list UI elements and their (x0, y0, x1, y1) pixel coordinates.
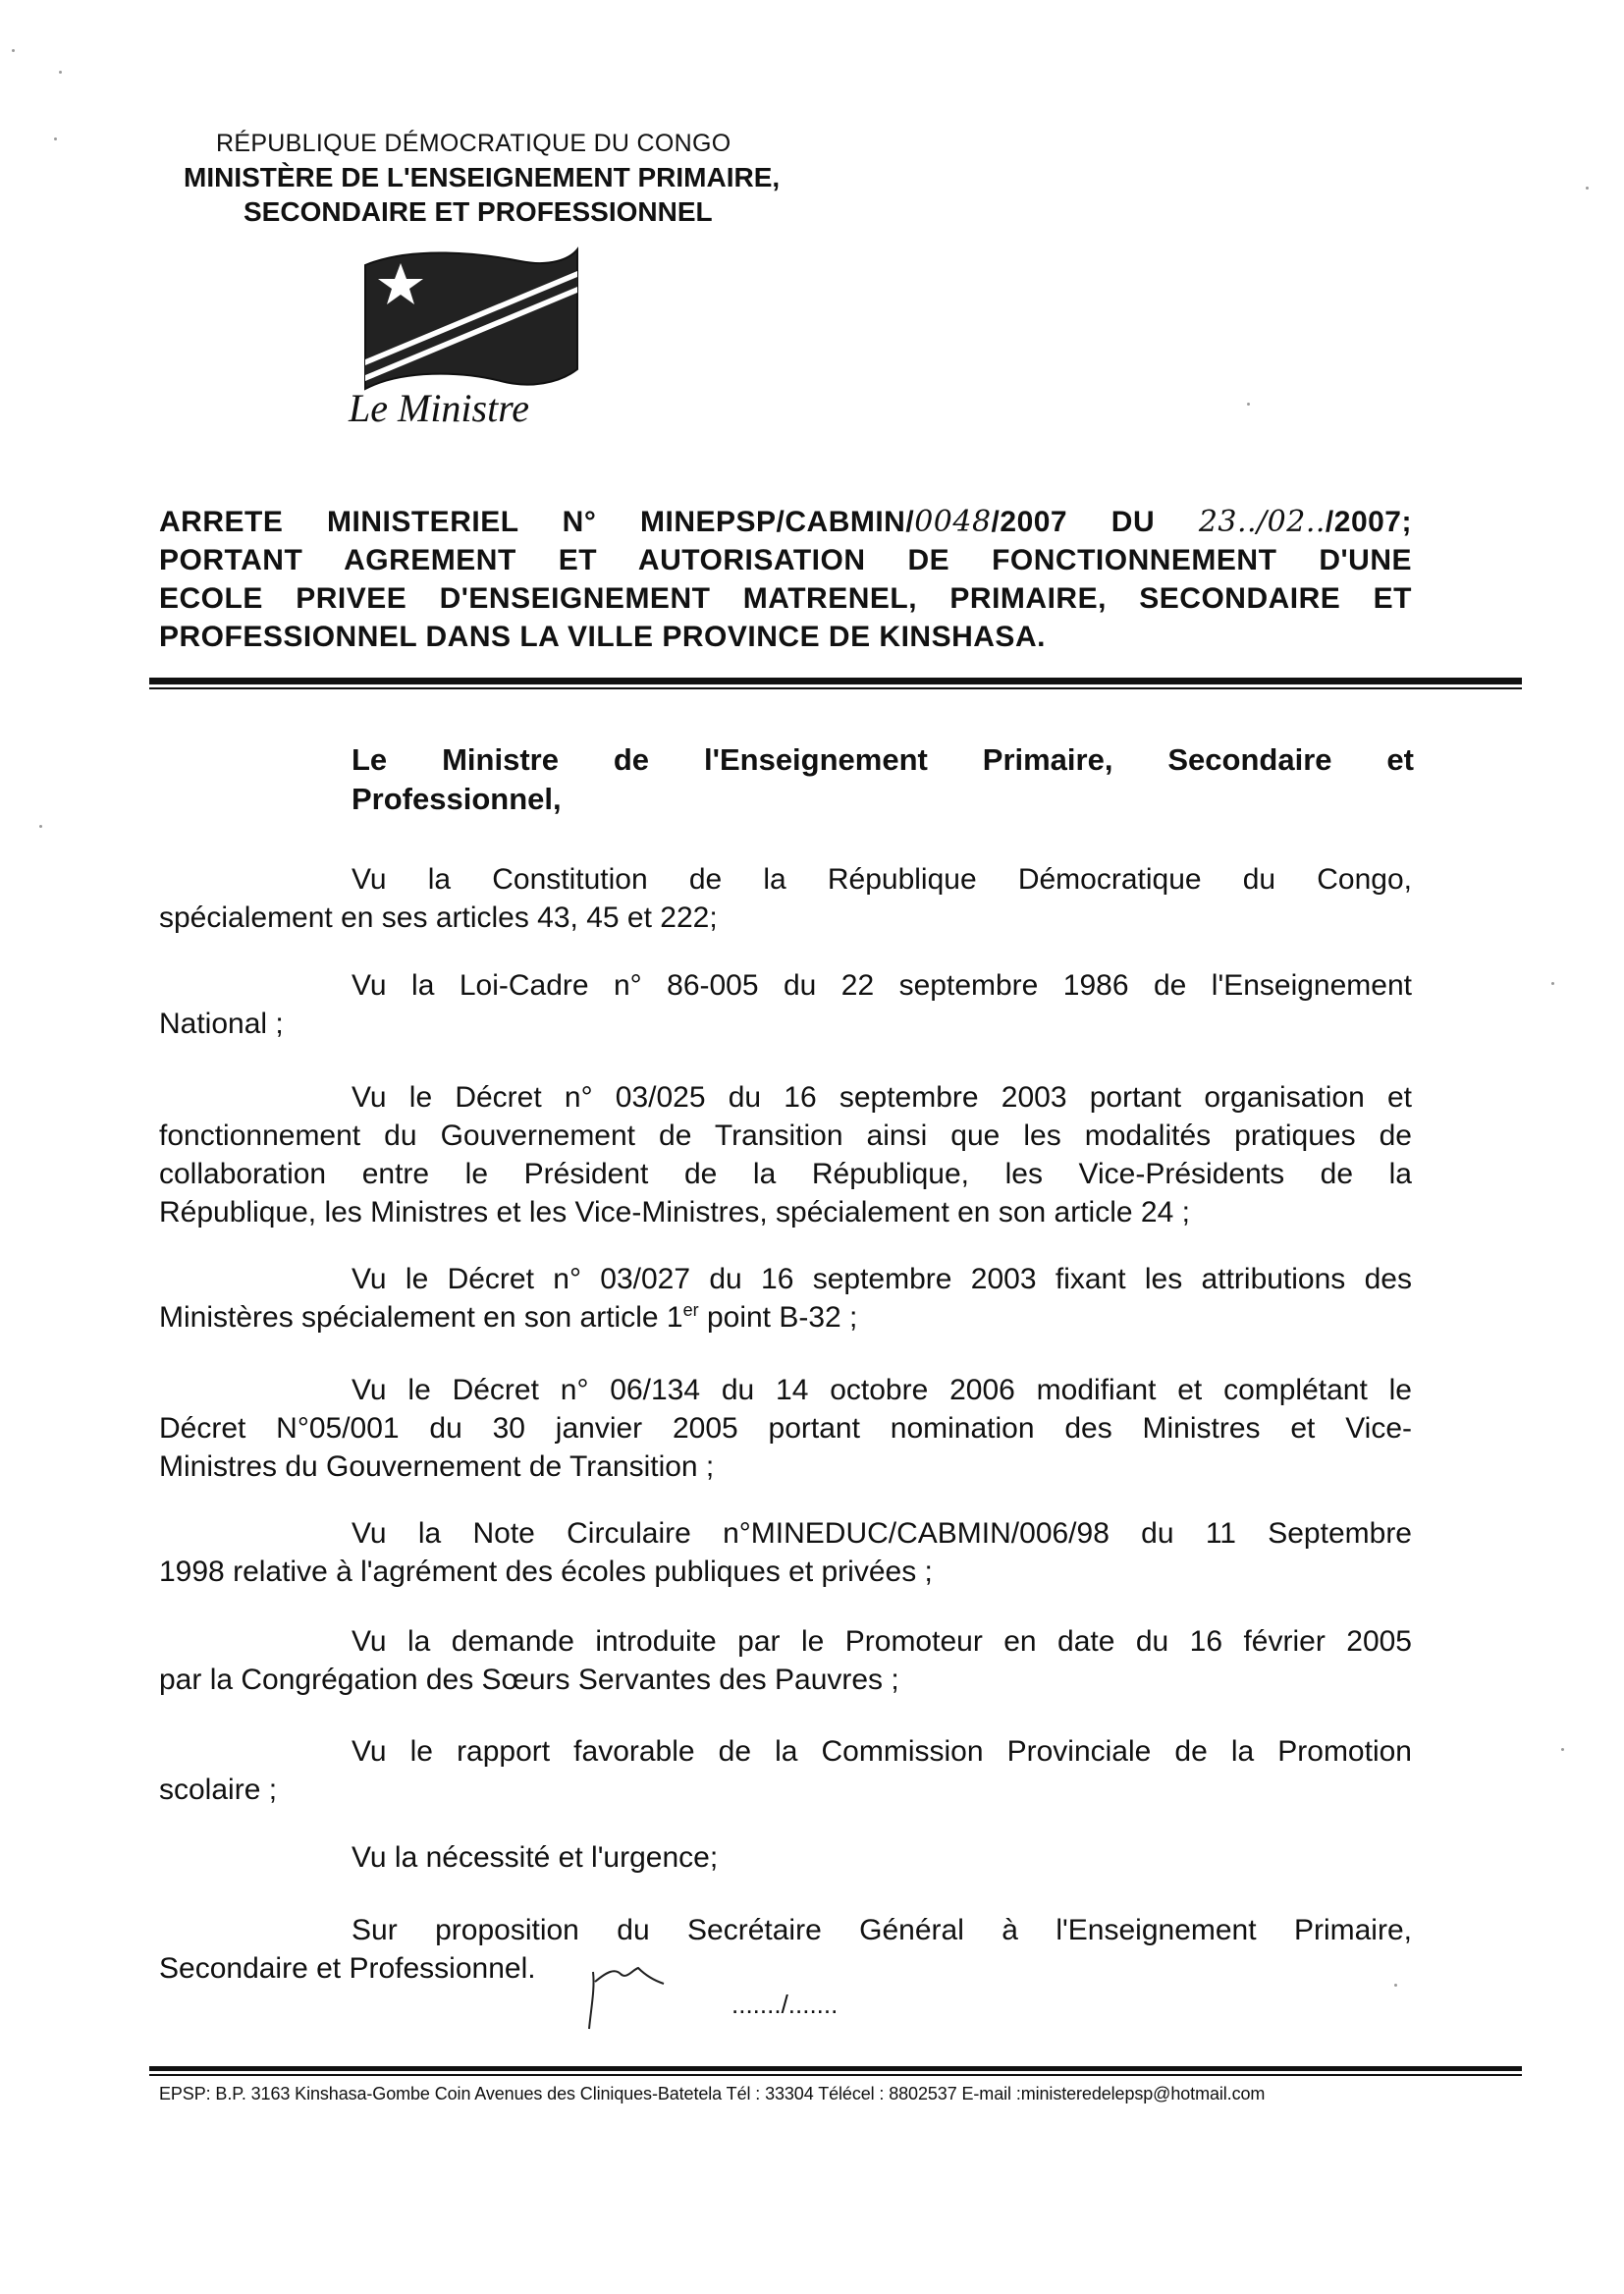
handwritten-decree-date: 23../02.. (1198, 505, 1326, 539)
consideration-decret-06-134: Vu le Décret n° 06/134 du 14 octobre 2006 modifiant et complétant le Décret N°05/001 du 30 janvier 2005 portant nomination des Ministres et Vice- Ministres du Gouvernement de Transition ; (159, 1374, 1412, 1483)
scan-speck (59, 71, 62, 74)
title-divider-thin (149, 687, 1522, 689)
consideration-loi-cadre: Vu la Loi-Cadre n° 86-005 du 22 septembre 1986 de l'Enseignement National ; (159, 969, 1412, 1040)
scan-speck (54, 137, 57, 140)
decree-title (159, 503, 1412, 656)
consideration-decret-03-027: Vu le Décret n° 03/027 du 16 septembre 2003 fixant les attributions des Ministères spécialement en son article 1er point B-32 ; (159, 1263, 1412, 1334)
ministry-name-line1: MINISTÈRE DE L'ENSEIGNEMENT PRIMAIRE, (184, 162, 781, 192)
scan-speck (1247, 403, 1250, 406)
issuer-heading: Le Ministre de l'Enseignement Primaire, Secondaire et Professionnel, (352, 742, 1414, 816)
footer-contact: EPSP: B.P. 3163 Kinshasa-Gombe Coin Avenues des Cliniques-Batetela Tél : 33304 Télécel : 8802537 E-mail :ministeredelepsp@hotmail.com (159, 2084, 1266, 2103)
decree-title-line4: PROFESSIONNEL DANS LA VILLE PROVINCE DE KINSHASA. (159, 621, 1046, 653)
ministry-name-line2: SECONDAIRE ET PROFESSIONNEL (244, 196, 713, 227)
consideration-decret-03-025: Vu le Décret n° 03/025 du 16 septembre 2003 portant organisation et fonctionnement du Gouvernement de Transition ainsi que les modalités pratiques de collaboration entre le Président de la République, les Vice-Présidents de la République, les Ministres et les Vice-Ministres, spécialement en son article 24 ; (159, 1081, 1412, 1229)
footer-divider (149, 2066, 1522, 2071)
consideration-rapport: Vu le rapport favorable de la Commission Provinciale de la Promotion scolaire ; (159, 1735, 1412, 1806)
scan-speck (1586, 187, 1589, 190)
consideration-note-circulaire: Vu la Note Circulaire n°MINEDUC/CABMIN/006/98 du 11 Septembre 1998 relative à l'agrément des écoles publiques et privées ; (159, 1517, 1412, 1588)
decree-title-line1: ARRETE MINISTERIEL N° MINEPSP/CABMIN/0048/2007 DU 23../02../2007; (159, 505, 1412, 539)
scan-speck (12, 49, 15, 52)
initials-mark (579, 1964, 668, 2033)
title-divider (149, 678, 1522, 684)
decree-title-line3: ECOLE PRIVEE D'ENSEIGNEMENT MATRENEL, PRIMAIRE, SECONDAIRE ET (159, 582, 1412, 615)
drc-flag-emblem (363, 244, 579, 391)
consideration-constitution: Vu la Constitution de la République Démocratique du Congo, spécialement en ses articles 43, 45 et 222; (159, 863, 1412, 934)
handwritten-decree-number: 0048 (914, 505, 992, 539)
decree-title-line2: PORTANT AGREMENT ET AUTORISATION DE FONCTIONNEMENT D'UNE (159, 544, 1412, 576)
scan-speck (39, 825, 42, 828)
consideration-proposition: Sur proposition du Secrétaire Général à l'Enseignement Primaire, Secondaire et Professionnel. (159, 1914, 1412, 1985)
republic-name: RÉPUBLIQUE DÉMOCRATIQUE DU CONGO (216, 130, 731, 157)
consideration-urgence: Vu la nécessité et l'urgence; (352, 1841, 719, 1874)
scan-speck (1561, 1748, 1564, 1751)
scan-speck (1551, 982, 1554, 985)
office-title: Le Ministre (349, 386, 530, 430)
consideration-demande: Vu la demande introduite par le Promoteur en date du 16 février 2005 par la Congrégation des Sœurs Servantes des Pauvres ; (159, 1625, 1412, 1696)
continuation-marker: ......./....... (731, 1990, 839, 2019)
footer-divider-thin (149, 2074, 1522, 2076)
